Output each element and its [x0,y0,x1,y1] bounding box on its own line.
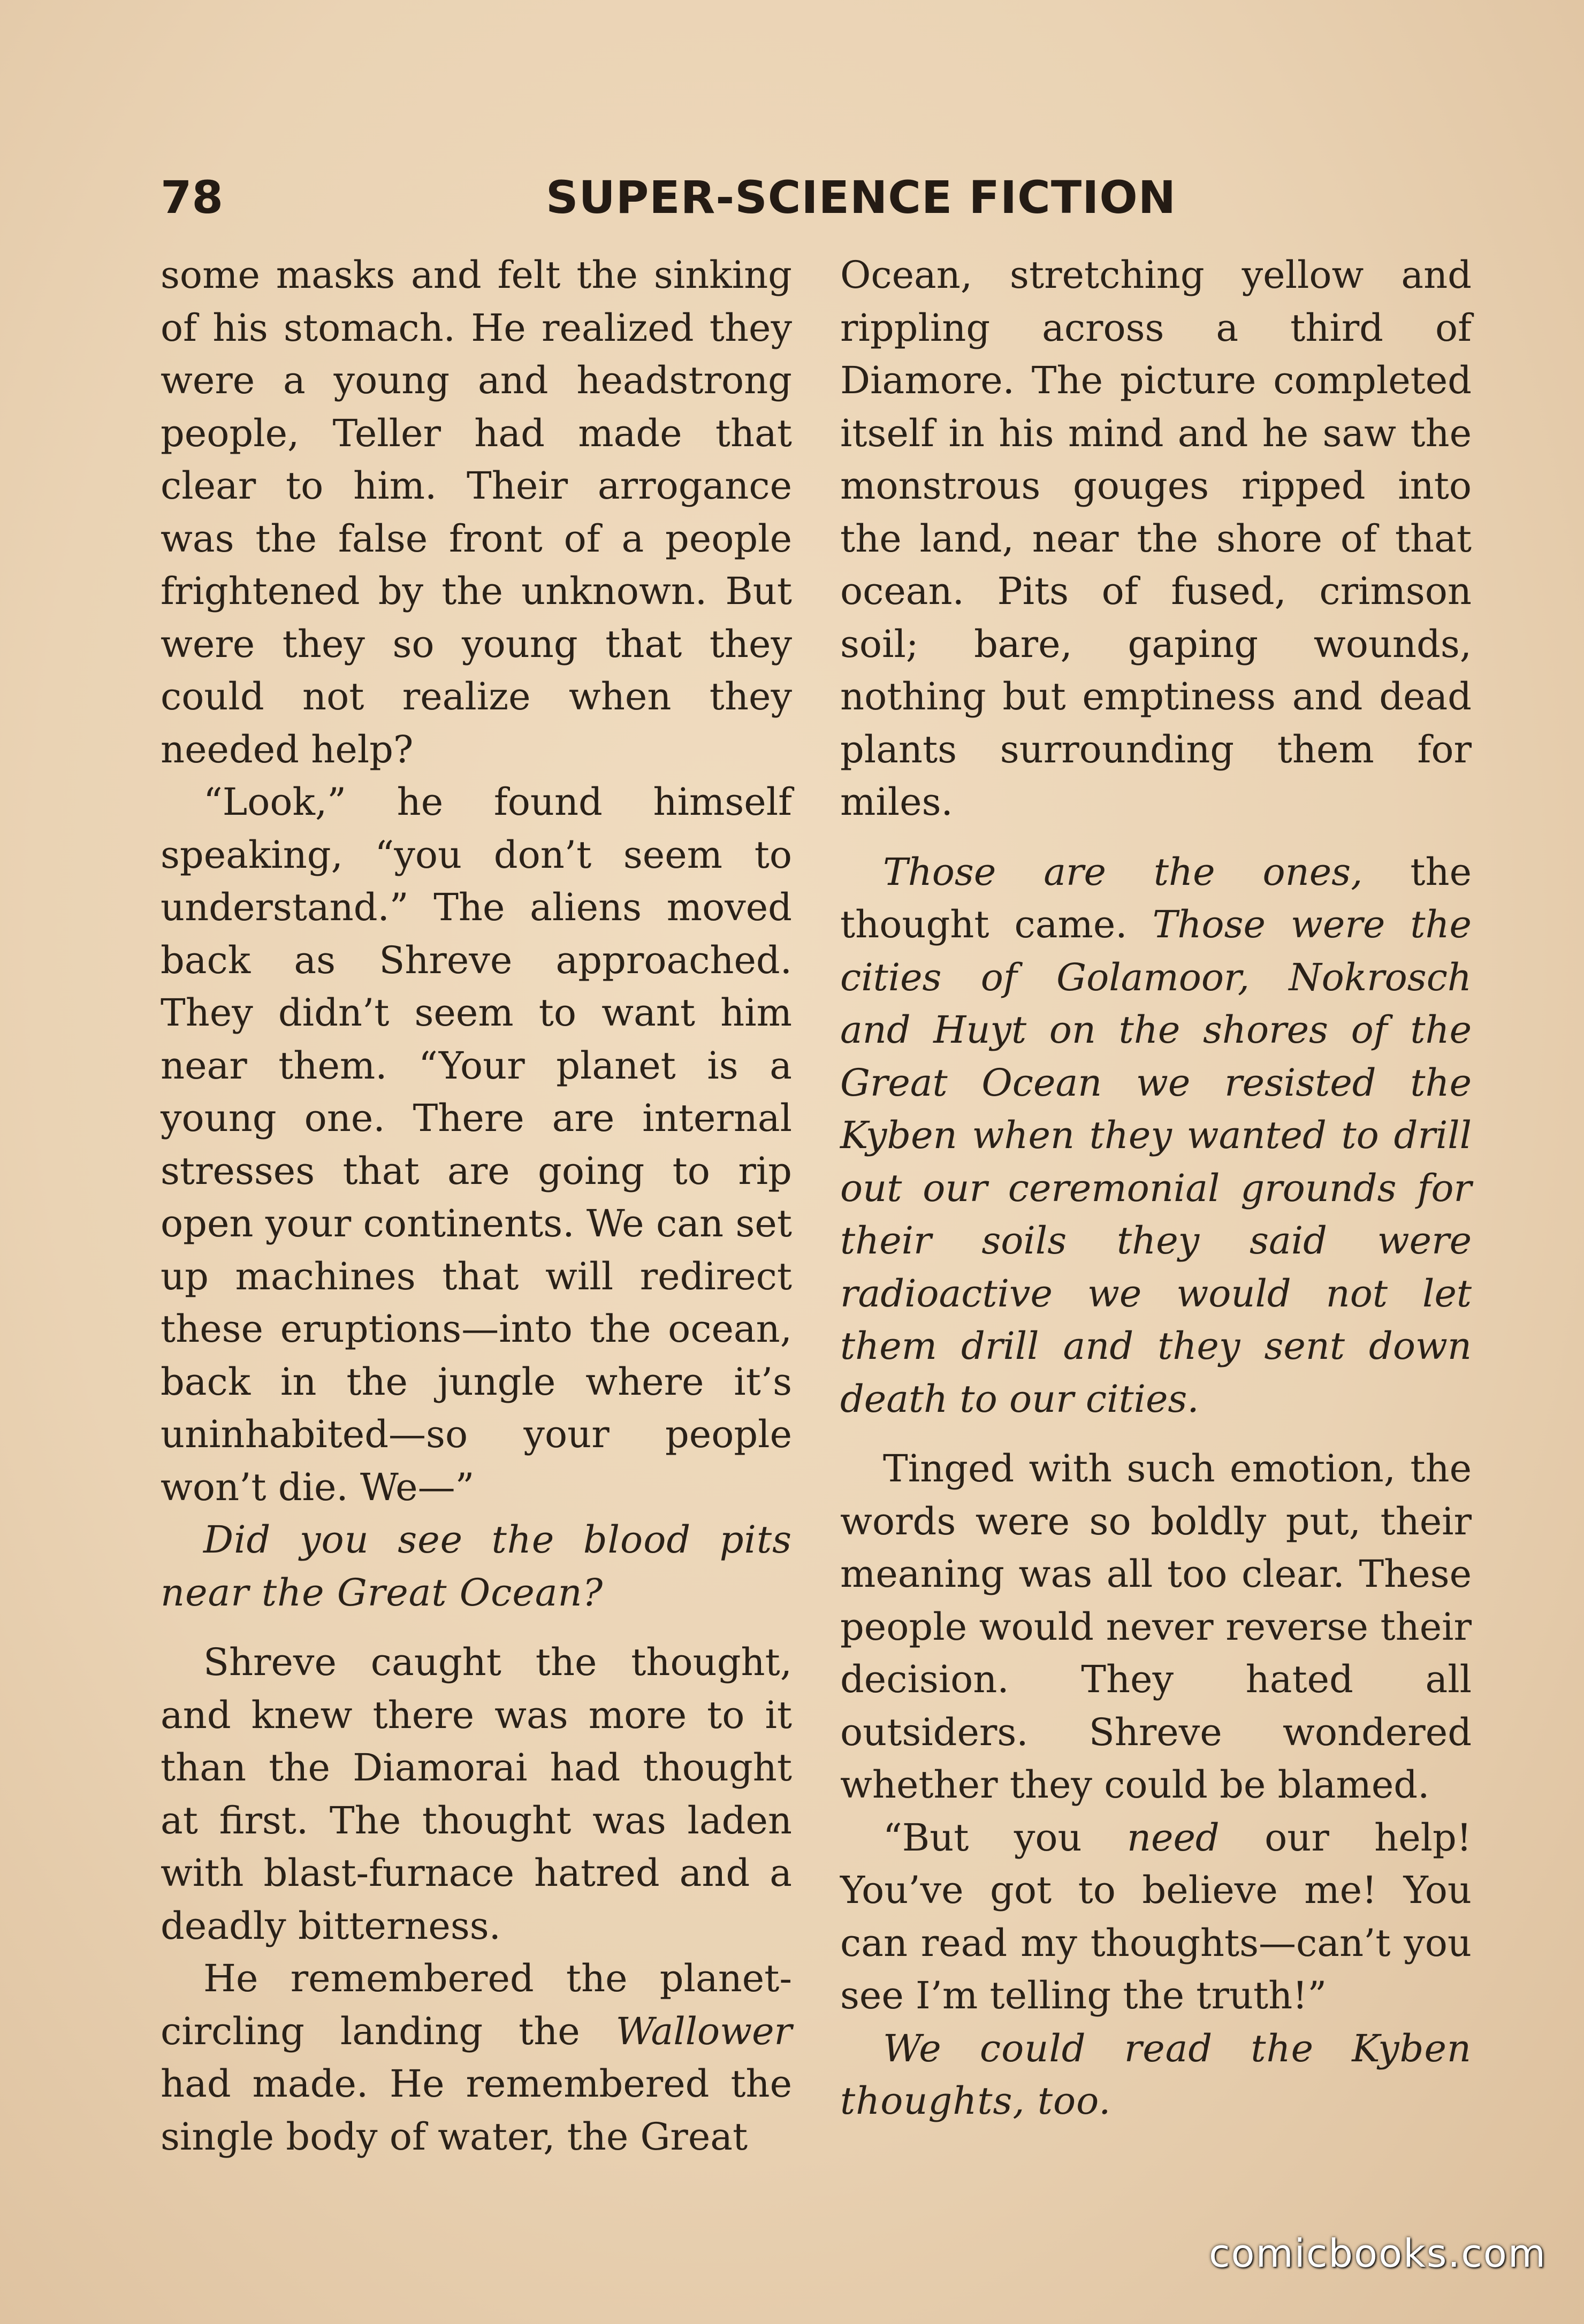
paragraph [161,1952,792,2163]
ship-name: Wallower [615,2009,792,2053]
page-number: 78 [161,171,223,224]
paragraph [840,846,1472,1426]
italic-thought-paragraph: Did you see the blood pits near the Great Ocean? [161,1518,792,1615]
running-head: SUPER-SCIENCE FICTION [546,171,1177,224]
paragraph: Ocean, stretching yellow and rippling across a third of Diamore. The picture completed itself in his mind and he saw the monstrous gouges ripped into the land, near the shore of that ocean. Pits of fused, crimson soil; bare, gaping wounds, nothing but emptiness and dead plants surrounding them for miles. [840,253,1472,824]
watermark: comicbooks.com [1208,2231,1547,2276]
right-column [840,249,1472,2128]
paragraph-text: He remembered the planet-circling landing the [161,1956,792,2053]
paragraph [840,1811,1472,2022]
paragraph-text: our help! You’ve got to believe me! You can read my thoughts—can’t you see I’m telling the truth!” [840,1815,1472,2017]
left-column [161,249,792,2163]
paragraph-text: “But you [883,1815,1127,1860]
paragraph: Tinged with such emotion, the words were so boldly put, their meaning was all too clear. These people would never reverse their decision. They hated all outsiders. Shreve wondered whether they could be blamed. [840,1447,1472,1807]
page-header [161,171,1488,235]
paragraph-text: the thought came. [840,850,1472,946]
italic-thought-paragraph: We could read the Kyben thoughts, too. [840,2026,1472,2123]
emphasis: need [1126,1815,1220,1860]
italic-thought: Those were the cities of Golamoor, Nokrosch and Huyt on the shores of the Great Ocean we resisted the Kyben when they wanted to drill out our ceremonial grounds for their soils they said were radioactive we would not let them drill and they sent down death to our cities. [840,903,1472,1421]
paragraph-text: had made. He remembered the single body of water, the Great [161,2062,792,2159]
paragraph: Shreve caught the thought, and knew there was more to it than the Diamorai had thought at first. The thought was laden with blast-furnace hatred and a deadly bitterness. [161,1640,792,1948]
italic-thought: Those are the ones, [883,850,1363,894]
paragraph: “Look,” he found himself speaking, “you don’t seem to understand.” The aliens moved back as Shreve approached. They didn’t seem to want him near them. “Your planet is a young one. There are internal stresses that are going to rip open your continents. We can set up machines that will redirect these eruptions—into the ocean, back in the jungle where it’s uninhabited—so your people won’t die. We—” [161,780,792,1509]
paragraph: some masks and felt the sinking of his stomach. He realized they were a young and headstrong people, Teller had made that clear to him. Their arrogance was the false front of a people frightened by the unknown. But were they so young that they could not realize when they needed help? [161,253,792,771]
